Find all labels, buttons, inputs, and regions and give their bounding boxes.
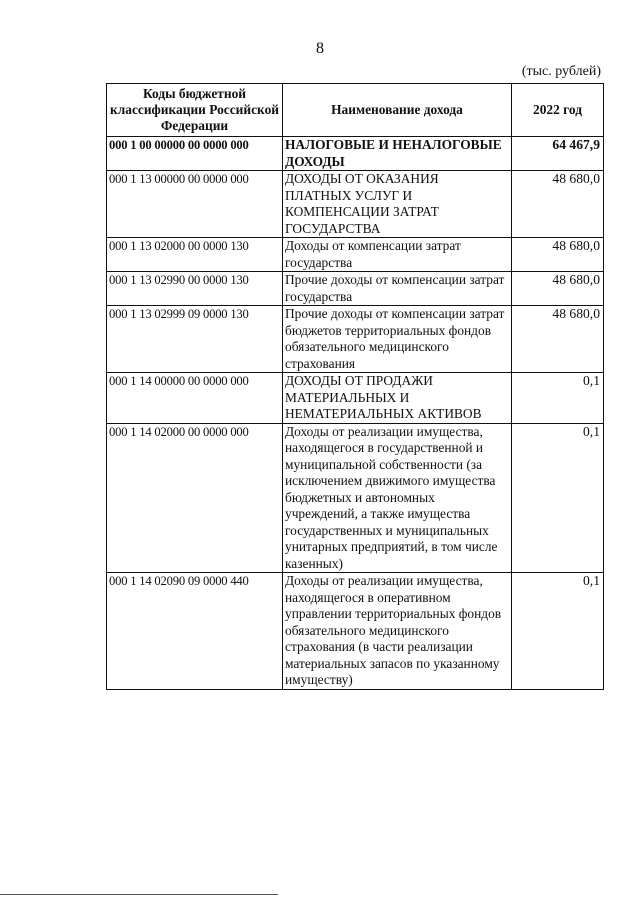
table-header-row [107,84,604,137]
header-year: 2022 год [512,84,604,137]
row-name: Доходы от реализации имущества, находящегося в государственной и муниципальной собственности (за исключением движимого имущества бюджетных и автономных учреждений, а также имущества государственных и муниципальных унитарных предприятий, в том числе казенных) [283,423,512,573]
row-name: Прочие доходы от компенсации затрат государства [283,272,512,306]
row-amount: 48 680,0 [512,306,604,373]
row-code: 000 1 14 02090 09 0000 440 [107,573,283,690]
table-row [107,171,604,238]
row-code: 000 1 13 02990 00 0000 130 [107,272,283,306]
row-amount: 0,1 [512,423,604,573]
table-row [107,573,604,690]
revenue-table [106,83,604,690]
footnote-divider [0,894,278,895]
page-number: 8 [316,40,324,57]
row-code: 000 1 13 00000 00 0000 000 [107,171,283,238]
row-amount: 48 680,0 [512,238,604,272]
row-amount: 64 467,9 [512,137,604,171]
row-code: 000 1 13 02000 00 0000 130 [107,238,283,272]
row-code: 000 1 14 00000 00 0000 000 [107,373,283,424]
table-row [107,272,604,306]
table-row [107,238,604,272]
table-row [107,423,604,573]
table-row [107,137,604,171]
units-label: (тыс. рублей) [521,64,601,79]
table-row [107,306,604,373]
row-code: 000 1 00 00000 00 0000 000 [107,137,283,171]
row-name: ДОХОДЫ ОТ ОКАЗАНИЯ ПЛАТНЫХ УСЛУГ И КОМПЕНСАЦИИ ЗАТРАТ ГОСУДАРСТВА [283,171,512,238]
header-code: Коды бюджетной классификации Российской Федерации [107,84,283,137]
row-code: 000 1 14 02000 00 0000 000 [107,423,283,573]
row-amount: 0,1 [512,373,604,424]
row-amount: 48 680,0 [512,171,604,238]
row-name: Доходы от реализации имущества, находящегося в оперативном управлении территориальных фондов обязательного медицинского страхования (в части реализации материальных запасов по указанному имуществу) [283,573,512,690]
row-code: 000 1 13 02999 09 0000 130 [107,306,283,373]
row-name: НАЛОГОВЫЕ И НЕНАЛОГОВЫЕ ДОХОДЫ [283,137,512,171]
row-name: Прочие доходы от компенсации затрат бюджетов территориальных фондов обязательного медицинского страхования [283,306,512,373]
row-name: ДОХОДЫ ОТ ПРОДАЖИ МАТЕРИАЛЬНЫХ И НЕМАТЕРИАЛЬНЫХ АКТИВОВ [283,373,512,424]
row-name: Доходы от компенсации затрат государства [283,238,512,272]
table-row [107,373,604,424]
header-name: Наименование дохода [283,84,512,137]
row-amount: 0,1 [512,573,604,690]
row-amount: 48 680,0 [512,272,604,306]
